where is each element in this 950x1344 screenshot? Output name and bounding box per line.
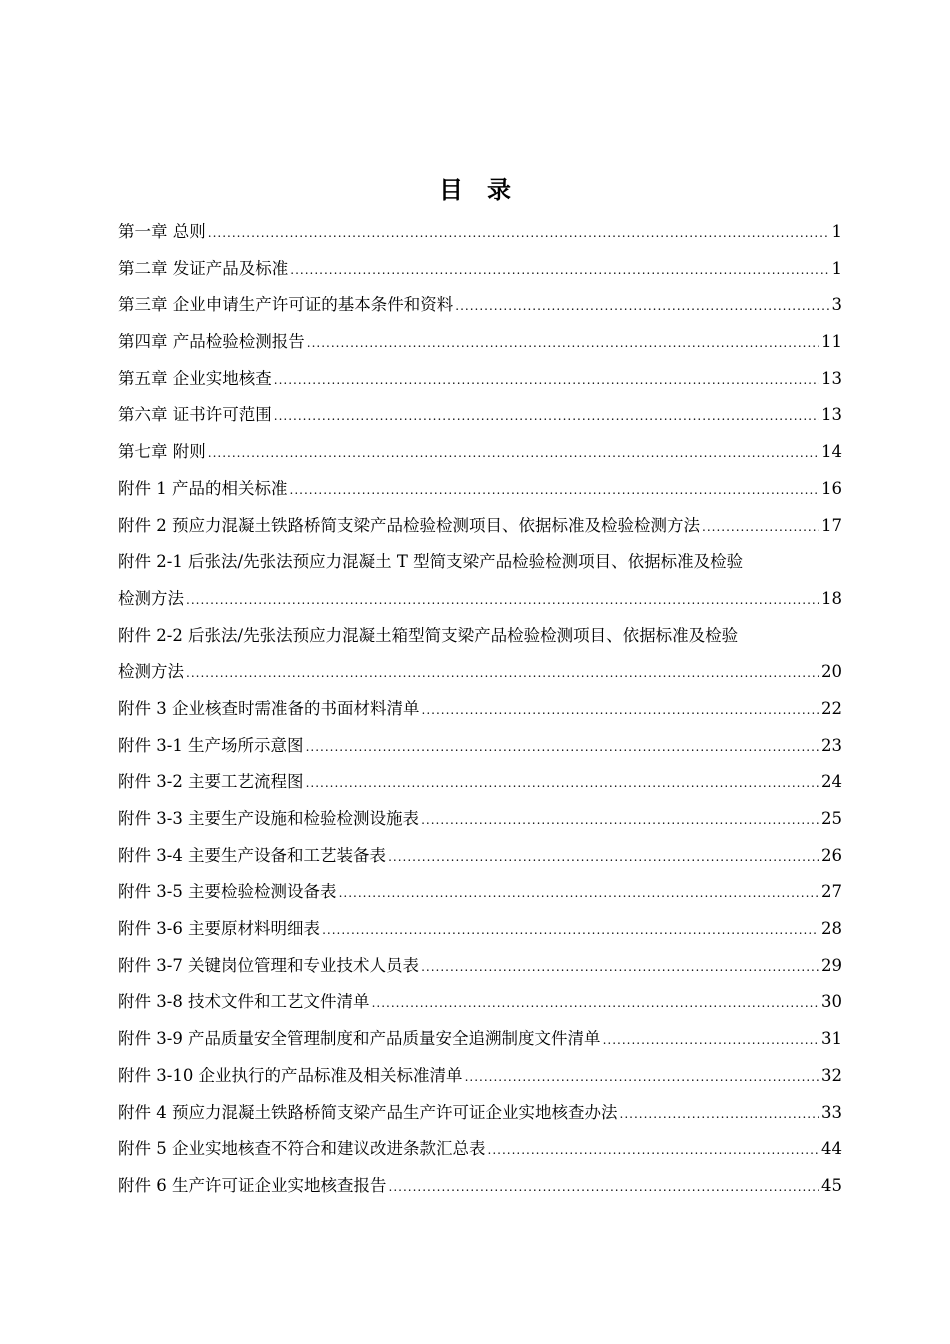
toc-entry[interactable] — [118, 251, 842, 288]
dot-leader — [421, 802, 819, 839]
toc-entry-title: 第一章 总则 — [118, 222, 206, 241]
toc-entry[interactable] — [118, 728, 842, 765]
toc-entry-title: 第三章 企业申请生产许可证的基本条件和资料 — [118, 295, 454, 315]
toc-entry-title: 附件 4 预应力混凝土铁路桥简支梁产品生产许可证企业实地核查办法 — [118, 1102, 618, 1122]
dot-leader — [603, 1022, 819, 1059]
toc-entry[interactable] — [118, 1095, 842, 1132]
toc-entry-title-continuation: 检测方法 — [118, 588, 184, 608]
dot-leader — [702, 509, 819, 546]
toc-entry-title: 第四章 产品检验检测报告 — [118, 332, 305, 352]
toc-entry-page: 13 — [821, 405, 842, 425]
toc-entry-title: 附件 2 预应力混凝土铁路桥简支梁产品检验检测项目、依据标准及检验检测方法 — [118, 515, 700, 535]
toc-entry-page: 26 — [821, 845, 842, 865]
toc-entry[interactable] — [118, 874, 842, 911]
toc-entry[interactable] — [118, 1131, 842, 1168]
toc-entry[interactable] — [118, 1058, 842, 1095]
toc-entry-continuation[interactable] — [118, 654, 842, 691]
dot-leader — [421, 949, 819, 986]
dot-leader — [455, 288, 829, 325]
dot-leader — [422, 692, 820, 729]
toc-entry-page: 14 — [821, 442, 842, 462]
toc-entry-title: 第五章 企业实地核查 — [118, 368, 272, 388]
toc-entry-title: 附件 3-9 产品质量安全管理制度和产品质量安全追溯制度文件清单 — [118, 1029, 601, 1049]
dot-leader — [208, 215, 830, 252]
toc-entry-continuation[interactable] — [118, 581, 842, 618]
dot-leader — [186, 582, 819, 619]
dot-leader — [307, 325, 819, 362]
toc-entry-page: 31 — [821, 1029, 842, 1049]
toc-entry-page: 29 — [821, 955, 842, 975]
page-title: 目 录 — [439, 175, 511, 204]
toc-entry-title: 附件 3-3 主要生产设施和检验检测设施表 — [118, 809, 420, 828]
dot-leader — [186, 655, 819, 692]
toc-entry[interactable] — [118, 948, 842, 985]
toc-entry-title: 附件 3-8 技术文件和工艺文件清单 — [118, 992, 370, 1012]
toc-entry-page: 17 — [821, 515, 842, 535]
toc-entry-page: 25 — [821, 809, 842, 828]
toc-entry-page: 45 — [821, 1175, 842, 1195]
dot-leader — [274, 398, 819, 435]
toc-entry-page: 23 — [821, 735, 842, 755]
toc-entry[interactable] — [118, 764, 842, 801]
toc-entry-title: 第七章 附则 — [118, 442, 206, 462]
toc-entry-title: 第二章 发证产品及标准 — [118, 258, 289, 278]
toc-entry-title: 附件 3-6 主要原材料明细表 — [118, 919, 321, 939]
toc-entry[interactable] — [118, 324, 842, 361]
toc-entry-page: 20 — [821, 662, 842, 682]
toc-entry[interactable] — [118, 1168, 842, 1205]
toc-entry[interactable] — [118, 471, 842, 508]
toc-entry[interactable] — [118, 1021, 842, 1058]
toc-entry-page: 24 — [821, 772, 842, 792]
toc-entry-title: 附件 1 产品的相关标准 — [118, 478, 288, 498]
toc-entry-page: 32 — [821, 1065, 842, 1085]
toc-entry-page: 1 — [831, 222, 842, 241]
dot-leader — [488, 1132, 820, 1169]
toc-entry-title: 附件 2-2 后张法/先张法预应力混凝土箱型简支梁产品检验检测项目、依据标准及检验 — [118, 625, 739, 645]
toc-entry-page: 1 — [831, 258, 842, 278]
toc-entry-title: 第六章 证书许可范围 — [118, 405, 272, 425]
dot-leader — [389, 1169, 820, 1206]
toc-entry[interactable] — [118, 838, 842, 875]
toc-entry-title: 附件 3 企业核查时需准备的书面材料清单 — [118, 698, 420, 718]
toc-entry-title: 附件 3-1 生产场所示意图 — [118, 735, 304, 755]
toc-entry-page: 11 — [821, 332, 842, 352]
toc-entry-title: 附件 3-7 关键岗位管理和专业技术人员表 — [118, 955, 420, 975]
toc-entry-page: 22 — [821, 698, 842, 718]
toc-entry-title: 附件 3-10 企业执行的产品标准及相关标准清单 — [118, 1065, 463, 1085]
dot-leader — [208, 435, 819, 472]
dot-leader — [306, 765, 819, 802]
dot-leader — [290, 252, 829, 289]
toc-entry-page: 28 — [821, 919, 842, 939]
table-of-contents — [118, 214, 842, 1205]
toc-entry[interactable] — [118, 984, 842, 1021]
toc-entry[interactable] — [118, 287, 842, 324]
toc-entry-page: 30 — [821, 992, 842, 1012]
toc-entry[interactable] — [118, 434, 842, 471]
toc-entry-first-line[interactable] — [118, 618, 842, 655]
toc-entry-title: 附件 6 生产许可证企业实地核查报告 — [118, 1175, 387, 1195]
toc-entry-page: 27 — [821, 882, 842, 902]
toc-entry[interactable] — [118, 691, 842, 728]
toc-entry-page: 3 — [831, 295, 842, 315]
toc-entry-first-line[interactable] — [118, 544, 842, 581]
toc-entry-title: 附件 3-2 主要工艺流程图 — [118, 772, 304, 792]
toc-entry-title-continuation: 检测方法 — [118, 662, 184, 682]
dot-leader — [388, 839, 819, 876]
toc-entry[interactable] — [118, 911, 842, 948]
toc-entry-page: 18 — [821, 588, 842, 608]
dot-leader — [620, 1096, 820, 1133]
dot-leader — [322, 912, 819, 949]
toc-entry-page: 44 — [821, 1139, 842, 1159]
toc-entry-page: 33 — [821, 1102, 842, 1122]
toc-entry-page: 16 — [821, 478, 842, 498]
toc-entry-title: 附件 2-1 后张法/先张法预应力混凝土 T 型简支梁产品检验检测项目、依据标准及检验 — [118, 552, 744, 572]
toc-entry-page: 13 — [821, 368, 842, 388]
toc-entry[interactable] — [118, 214, 842, 251]
dot-leader — [465, 1059, 819, 1096]
toc-entry-title: 附件 5 企业实地核查不符合和建议改进条款汇总表 — [118, 1139, 486, 1159]
toc-entry[interactable] — [118, 508, 842, 545]
dot-leader — [306, 729, 819, 766]
dot-leader — [372, 985, 819, 1022]
toc-entry[interactable] — [118, 801, 842, 838]
toc-entry[interactable] — [118, 397, 842, 434]
toc-entry-title: 附件 3-5 主要检验检测设备表 — [118, 882, 337, 902]
dot-leader — [339, 875, 819, 912]
toc-entry-title: 附件 3-4 主要生产设备和工艺装备表 — [118, 845, 387, 865]
dot-leader — [290, 472, 820, 509]
dot-leader — [274, 362, 819, 399]
toc-entry[interactable] — [118, 361, 842, 398]
